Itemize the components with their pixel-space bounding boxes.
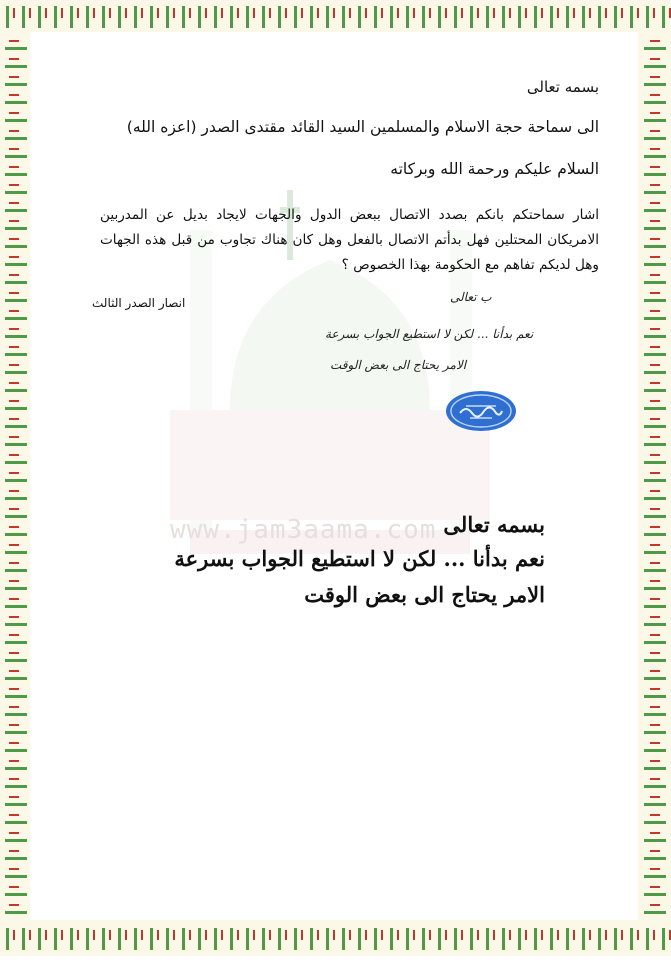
letter-recipient: الى سماحة حجة الاسلام والمسلمين السيد القائد مقتدى الصدر (اعزه الله) [126, 118, 599, 136]
transcription-line2: الامر يحتاج الى بعض الوقت [304, 582, 545, 607]
letter-greeting: السلام عليكم ورحمة الله وبركاته [390, 160, 599, 178]
decorative-border-right [638, 32, 671, 920]
decorative-border-top [0, 0, 671, 32]
letter-basmala: بسمه تعالى [526, 78, 599, 96]
handwritten-reply-line1: نعم بدأنا ... لكن لا استطيع الجواب بسرعة [325, 327, 534, 341]
blue-seal-stamp [444, 389, 518, 433]
letter-sender: انصار الصدر الثالث [92, 296, 186, 310]
decorative-border-left [0, 32, 30, 920]
handwritten-reply-line2: الامر يحتاج الى بعض الوقت [330, 358, 467, 372]
transcription-basmala: بسمه تعالى [443, 512, 545, 537]
transcription-line1: نعم بدأنا ... لكن لا استطيع الجواب بسرعة [174, 546, 545, 571]
handwritten-basmala: ب تعالى [450, 290, 492, 304]
decorative-border-bottom [0, 920, 671, 956]
letter-body: اشار سماحتكم بانكم بصدد الاتصال ببعض الدول والجهات لايجاد بديل عن المدربين الامريكان المحتلين فهل بدأتم الاتصال بالفعل وهل كان هناك تجاوب من قبل هذه الجهات وهل لديكم تفاهم مع الحكومة بهذا الخصوص ؟ [100, 207, 599, 273]
watermark-url: www.jam3aama.com [170, 515, 437, 545]
